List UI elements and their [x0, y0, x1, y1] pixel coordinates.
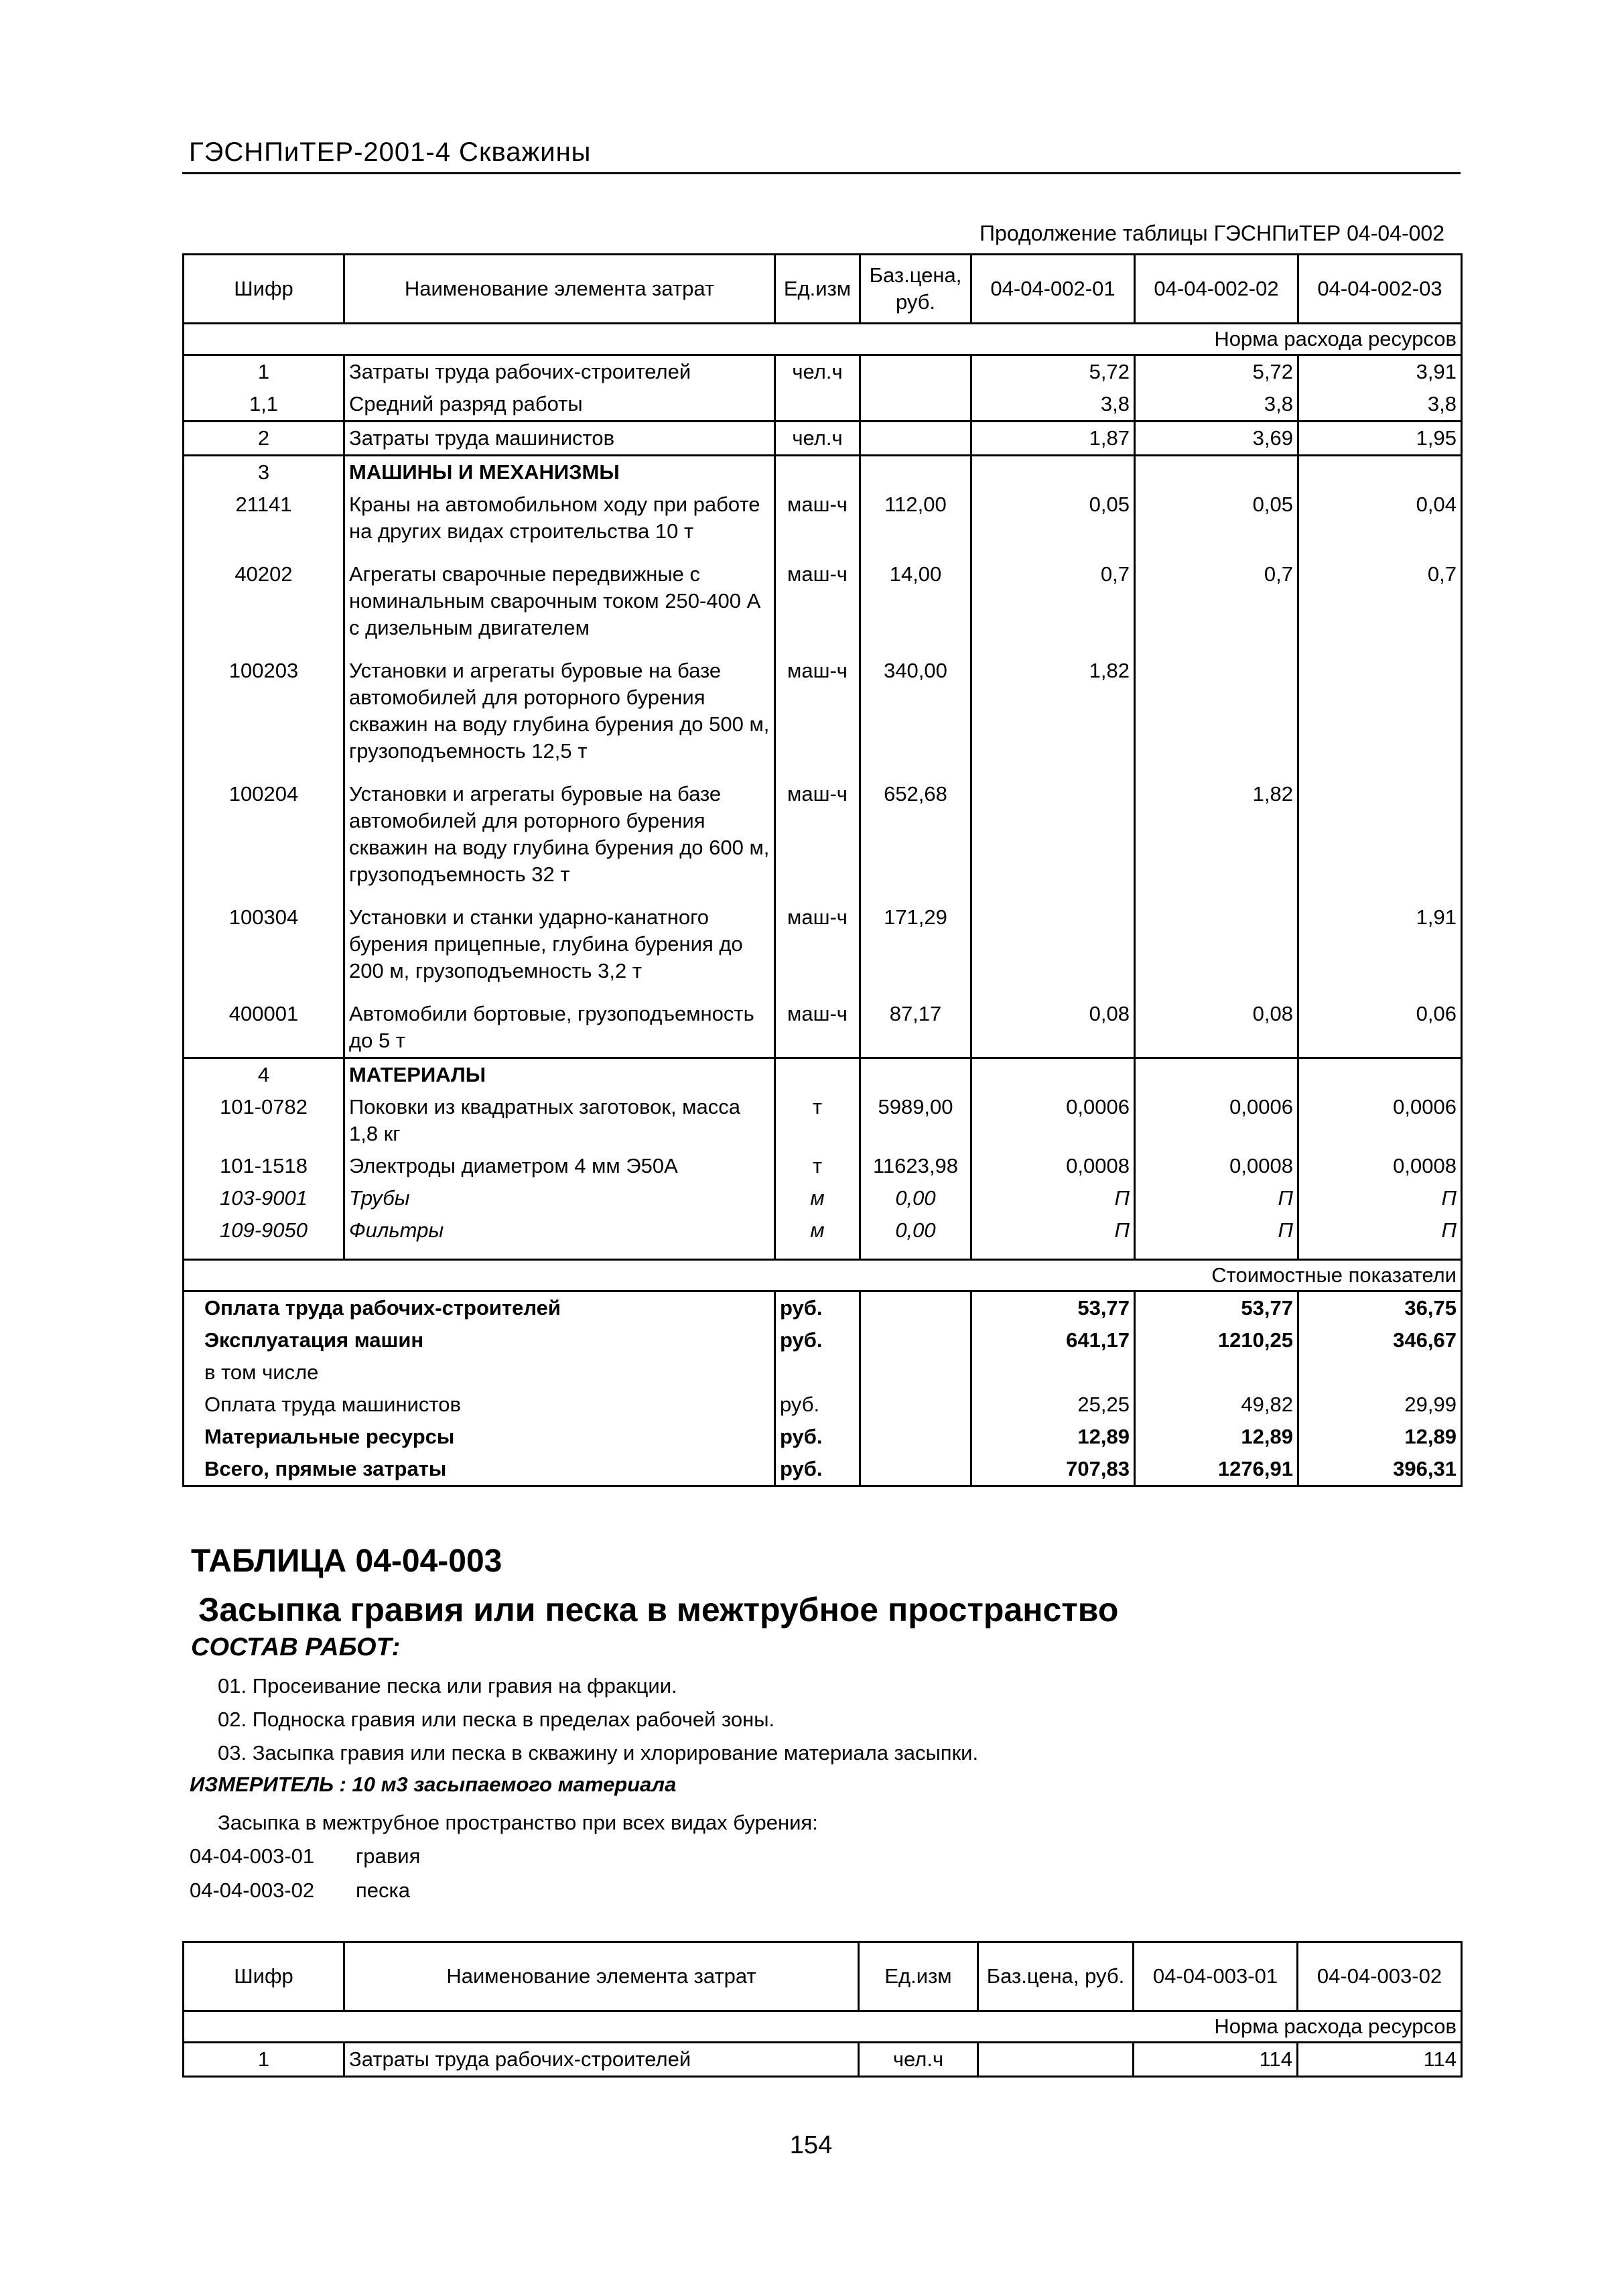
row-name: Поковки из квадратных заготовок, масса 1,8 кг — [344, 1091, 775, 1150]
row-code: 103-9001 — [184, 1182, 344, 1214]
measure-unit: ИЗМЕРИТЕЛЬ : 10 м3 засыпаемого материала — [190, 1773, 677, 1796]
row-value-col3 — [1298, 1058, 1462, 1092]
header-code: Шифр — [184, 1942, 344, 2011]
row-value-col1: 5,72 — [971, 355, 1135, 389]
row-value-col2 — [1135, 1058, 1298, 1092]
row-code: 4 — [184, 1058, 344, 1092]
row-code: 1 — [184, 355, 344, 389]
row-code: 1,1 — [184, 388, 344, 422]
row-name: Затраты труда рабочих-строителей — [344, 2043, 859, 2077]
work-composition-title: СОСТАВ РАБОТ: — [191, 1633, 401, 1661]
row-value-col1 — [971, 901, 1135, 998]
row-value-col3: 3,91 — [1298, 355, 1462, 389]
table1-caption: Продолжение таблицы ГЭСНПиТЕР 04-04-002 — [979, 221, 1444, 245]
resource-table-04-04-002 — [182, 253, 1463, 1487]
cost-value-col3 — [1298, 1356, 1462, 1389]
cost-unit: руб. — [775, 1291, 860, 1325]
row-value-col2: 3,69 — [1135, 422, 1298, 456]
cost-value-col3: 29,99 — [1298, 1389, 1462, 1421]
row-code: 100203 — [184, 655, 344, 778]
row-name: МАТЕРИАЛЫ — [344, 1058, 775, 1092]
row-value-col2: 0,0006 — [1135, 1091, 1298, 1150]
row-code: 100304 — [184, 901, 344, 998]
table-row — [184, 655, 1462, 778]
cost-value-col3: 12,89 — [1298, 1421, 1462, 1453]
work-item: 02. Подноска гравия или песка в пределах рабочей зоны. — [218, 1708, 775, 1731]
row-name: Средний разряд работы — [344, 388, 775, 422]
row-price — [860, 456, 971, 489]
cost-name: Всего, прямые затраты — [184, 1453, 775, 1486]
cost-name: Оплата труда машинистов — [184, 1389, 775, 1421]
row-unit: маш-ч — [775, 558, 860, 655]
row-price: 87,17 — [860, 998, 971, 1058]
table-row — [184, 2043, 1462, 2077]
cost-value-col2: 1210,25 — [1135, 1324, 1298, 1356]
row-name: Трубы — [344, 1182, 775, 1214]
row-value-col2 — [1135, 901, 1298, 998]
norm-label: Норма расхода ресурсов — [184, 2011, 1462, 2043]
header-col2: 04-04-003-02 — [1298, 1942, 1462, 2011]
row-price: 11623,98 — [860, 1150, 971, 1182]
row-value-col1 — [971, 1058, 1135, 1092]
row-unit: м — [775, 1182, 860, 1214]
code: 04-04-003-01 — [190, 1844, 315, 1868]
row-unit: маш-ч — [775, 489, 860, 558]
row-value-col3: 1,95 — [1298, 422, 1462, 456]
table-header-row — [184, 1942, 1462, 2011]
code-label: гравия — [356, 1844, 421, 1868]
cost-unit: руб. — [775, 1324, 860, 1356]
table-row — [184, 901, 1462, 998]
cost-name: Оплата труда рабочих-строителей — [184, 1291, 775, 1325]
cost-value-col1: 707,83 — [971, 1453, 1135, 1486]
row-unit: маш-ч — [775, 901, 860, 998]
table-row — [184, 355, 1462, 389]
spacer-row — [184, 1247, 1462, 1260]
row-value-col2: 0,0008 — [1135, 1150, 1298, 1182]
row-unit: чел.ч — [859, 2043, 978, 2077]
table-row — [184, 456, 1462, 489]
row-value-col2: 1,82 — [1135, 778, 1298, 901]
row-price: 14,00 — [860, 558, 971, 655]
table-row — [184, 1150, 1462, 1182]
row-code: 101-1518 — [184, 1150, 344, 1182]
table-row — [184, 489, 1462, 558]
row-value-col2: 5,72 — [1135, 355, 1298, 389]
row-value-col1: 1,82 — [971, 655, 1135, 778]
row-price — [860, 422, 971, 456]
row-name: Установки и станки ударно-канатного бурения прицепные, глубина бурения до 200 м, грузоподъемность 3,2 т — [344, 901, 775, 998]
cost-value-col3: 346,67 — [1298, 1324, 1462, 1356]
row-code: 1 — [184, 2043, 344, 2077]
header-unit: Ед.изм — [859, 1942, 978, 2011]
row-value-col2: П — [1135, 1214, 1298, 1247]
row-value-col3: 0,7 — [1298, 558, 1462, 655]
cost-row — [184, 1389, 1462, 1421]
row-value-col3: 0,04 — [1298, 489, 1462, 558]
row-value-col1: П — [971, 1182, 1135, 1214]
row-value-col3 — [1298, 456, 1462, 489]
cost-unit: руб. — [775, 1421, 860, 1453]
row-value-col3: 0,0008 — [1298, 1150, 1462, 1182]
row-value-col2 — [1135, 655, 1298, 778]
row-value-col1 — [971, 778, 1135, 901]
row-code: 101-0782 — [184, 1091, 344, 1150]
cost-value-col1: 12,89 — [971, 1421, 1135, 1453]
row-name: Фильтры — [344, 1214, 775, 1247]
table-row — [184, 1091, 1462, 1150]
work-item: 01. Просеивание песка или гравия на фракции. — [218, 1674, 677, 1698]
cost-row — [184, 1324, 1462, 1356]
table-header-row — [184, 255, 1462, 324]
row-value-col1: 1,87 — [971, 422, 1135, 456]
header-name: Наименование элемента затрат — [344, 255, 775, 324]
cost-value-col2: 53,77 — [1135, 1291, 1298, 1325]
row-unit: т — [775, 1150, 860, 1182]
row-price: 171,29 — [860, 901, 971, 998]
row-unit: чел.ч — [775, 355, 860, 389]
row-price: 0,00 — [860, 1214, 971, 1247]
cost-name: Эксплуатация машин — [184, 1324, 775, 1356]
row-name: Электроды диаметром 4 мм Э50А — [344, 1150, 775, 1182]
row-unit: чел.ч — [775, 422, 860, 456]
row-value-col2: 114 — [1298, 2043, 1462, 2077]
row-name: Установки и агрегаты буровые на базе автомобилей для роторного бурения скважин на воду глубина бурения до 500 м, грузоподъемность 12,5 т — [344, 655, 775, 778]
row-code: 40202 — [184, 558, 344, 655]
row-value-col1: 0,7 — [971, 558, 1135, 655]
table-row — [184, 1058, 1462, 1092]
code: 04-04-003-02 — [190, 1878, 315, 1902]
row-code: 100204 — [184, 778, 344, 901]
cost-price — [860, 1291, 971, 1325]
cost-name: в том числе — [184, 1356, 775, 1389]
norm-label-row — [184, 324, 1462, 355]
row-value-col1: 3,8 — [971, 388, 1135, 422]
cost-value-col2: 1276,91 — [1135, 1453, 1298, 1486]
row-name: Агрегаты сварочные передвижные с номинальным сварочным током 250-400 А с дизельным двигателем — [344, 558, 775, 655]
cost-value-col1 — [971, 1356, 1135, 1389]
row-code: 3 — [184, 456, 344, 489]
row-name: Затраты труда машинистов — [344, 422, 775, 456]
row-value-col1: 0,0008 — [971, 1150, 1135, 1182]
cost-label: Стоимостные показатели — [184, 1260, 1462, 1291]
row-value-col3: 0,06 — [1298, 998, 1462, 1058]
cost-price — [860, 1356, 971, 1389]
row-value-col2: П — [1135, 1182, 1298, 1214]
cost-value-col1: 53,77 — [971, 1291, 1135, 1325]
cost-value-col2: 12,89 — [1135, 1421, 1298, 1453]
row-name: Установки и агрегаты буровые на базе автомобилей для роторного бурения скважин на воду глубина бурения до 600 м, грузоподъемность 32 т — [344, 778, 775, 901]
cost-row — [184, 1421, 1462, 1453]
row-value-col1: 114 — [1134, 2043, 1298, 2077]
cost-name: Материальные ресурсы — [184, 1421, 775, 1453]
header-unit: Ед.изм — [775, 255, 860, 324]
row-value-col3: П — [1298, 1214, 1462, 1247]
table-row — [184, 422, 1462, 456]
row-code: 109-9050 — [184, 1214, 344, 1247]
work-item: 03. Засыпка гравия или песка в скважину и хлорирование материала засыпки. — [218, 1741, 979, 1765]
table-row — [184, 998, 1462, 1058]
row-value-col3: П — [1298, 1182, 1462, 1214]
cost-row — [184, 1356, 1462, 1389]
cost-label-row — [184, 1260, 1462, 1291]
row-name: Автомобили бортовые, грузоподъемность до 5 т — [344, 998, 775, 1058]
resource-table-04-04-003 — [182, 1941, 1463, 2078]
row-price: 340,00 — [860, 655, 971, 778]
row-unit — [775, 388, 860, 422]
section-title: ТАБЛИЦА 04-04-003 — [191, 1543, 502, 1579]
running-title: ГЭСНПиТЕР-2001-4 Скважины — [189, 137, 592, 167]
cost-price — [860, 1324, 971, 1356]
row-unit: маш-ч — [775, 778, 860, 901]
cost-price — [860, 1421, 971, 1453]
row-value-col1: П — [971, 1214, 1135, 1247]
header-rule — [182, 172, 1461, 174]
norm-label: Норма расхода ресурсов — [184, 324, 1462, 355]
row-unit: маш-ч — [775, 998, 860, 1058]
header-col1: 04-04-003-01 — [1134, 1942, 1298, 2011]
row-value-col2: 3,8 — [1135, 388, 1298, 422]
cost-price — [860, 1389, 971, 1421]
cost-value-col3: 36,75 — [1298, 1291, 1462, 1325]
cost-value-col2 — [1135, 1356, 1298, 1389]
row-price — [860, 388, 971, 422]
table-row — [184, 388, 1462, 422]
row-unit: м — [775, 1214, 860, 1247]
table-row — [184, 1214, 1462, 1247]
header-price: Баз.цена, руб. — [978, 1942, 1134, 2011]
row-value-col2 — [1135, 456, 1298, 489]
row-code: 2 — [184, 422, 344, 456]
row-name: Затраты труда рабочих-строителей — [344, 355, 775, 389]
header-price: Баз.цена, руб. — [860, 255, 971, 324]
row-value-col1: 0,05 — [971, 489, 1135, 558]
norm-label-row — [184, 2011, 1462, 2043]
row-code: 21141 — [184, 489, 344, 558]
row-price — [860, 355, 971, 389]
row-value-col2: 0,05 — [1135, 489, 1298, 558]
section-subtitle: Засыпка гравия или песка в межтрубное пространство — [198, 1591, 1119, 1629]
row-unit: т — [775, 1091, 860, 1150]
row-value-col1: 0,0006 — [971, 1091, 1135, 1150]
row-price — [978, 2043, 1134, 2077]
header-col1: 04-04-002-01 — [971, 255, 1135, 324]
cost-value-col2: 49,82 — [1135, 1389, 1298, 1421]
header-col3: 04-04-002-03 — [1298, 255, 1462, 324]
table-row — [184, 558, 1462, 655]
row-price: 5989,00 — [860, 1091, 971, 1150]
row-price: 112,00 — [860, 489, 971, 558]
row-value-col1: 0,08 — [971, 998, 1135, 1058]
row-value-col2: 0,08 — [1135, 998, 1298, 1058]
table-row — [184, 1182, 1462, 1214]
table-row — [184, 778, 1462, 901]
row-price: 652,68 — [860, 778, 971, 901]
cost-unit — [775, 1356, 860, 1389]
code-line — [190, 1878, 410, 1903]
row-name: Краны на автомобильном ходу при работе на других видах строительства 10 т — [344, 489, 775, 558]
row-value-col3: 1,91 — [1298, 901, 1462, 998]
row-value-col3 — [1298, 778, 1462, 901]
row-price — [860, 1058, 971, 1092]
row-name: МАШИНЫ И МЕХАНИЗМЫ — [344, 456, 775, 489]
cost-row — [184, 1453, 1462, 1486]
cost-value-col1: 641,17 — [971, 1324, 1135, 1356]
row-code: 400001 — [184, 998, 344, 1058]
cost-value-col3: 396,31 — [1298, 1453, 1462, 1486]
cost-unit: руб. — [775, 1453, 860, 1486]
row-unit — [775, 456, 860, 489]
row-value-col3: 3,8 — [1298, 388, 1462, 422]
header-code: Шифр — [184, 255, 344, 324]
row-unit: маш-ч — [775, 655, 860, 778]
cost-unit: руб. — [775, 1389, 860, 1421]
code-line — [190, 1844, 420, 1868]
row-value-col1 — [971, 456, 1135, 489]
cost-value-col1: 25,25 — [971, 1389, 1135, 1421]
row-price: 0,00 — [860, 1182, 971, 1214]
section-note: Засыпка в межтрубное пространство при всех видах бурения: — [218, 1811, 818, 1834]
code-label: песка — [356, 1878, 411, 1902]
row-value-col3: 0,0006 — [1298, 1091, 1462, 1150]
page-number: 154 — [789, 2131, 833, 2159]
row-unit — [775, 1058, 860, 1092]
cost-row — [184, 1291, 1462, 1325]
row-value-col3 — [1298, 655, 1462, 778]
header-col2: 04-04-002-02 — [1135, 255, 1298, 324]
cost-price — [860, 1453, 971, 1486]
row-value-col2: 0,7 — [1135, 558, 1298, 655]
header-name: Наименование элемента затрат — [344, 1942, 859, 2011]
